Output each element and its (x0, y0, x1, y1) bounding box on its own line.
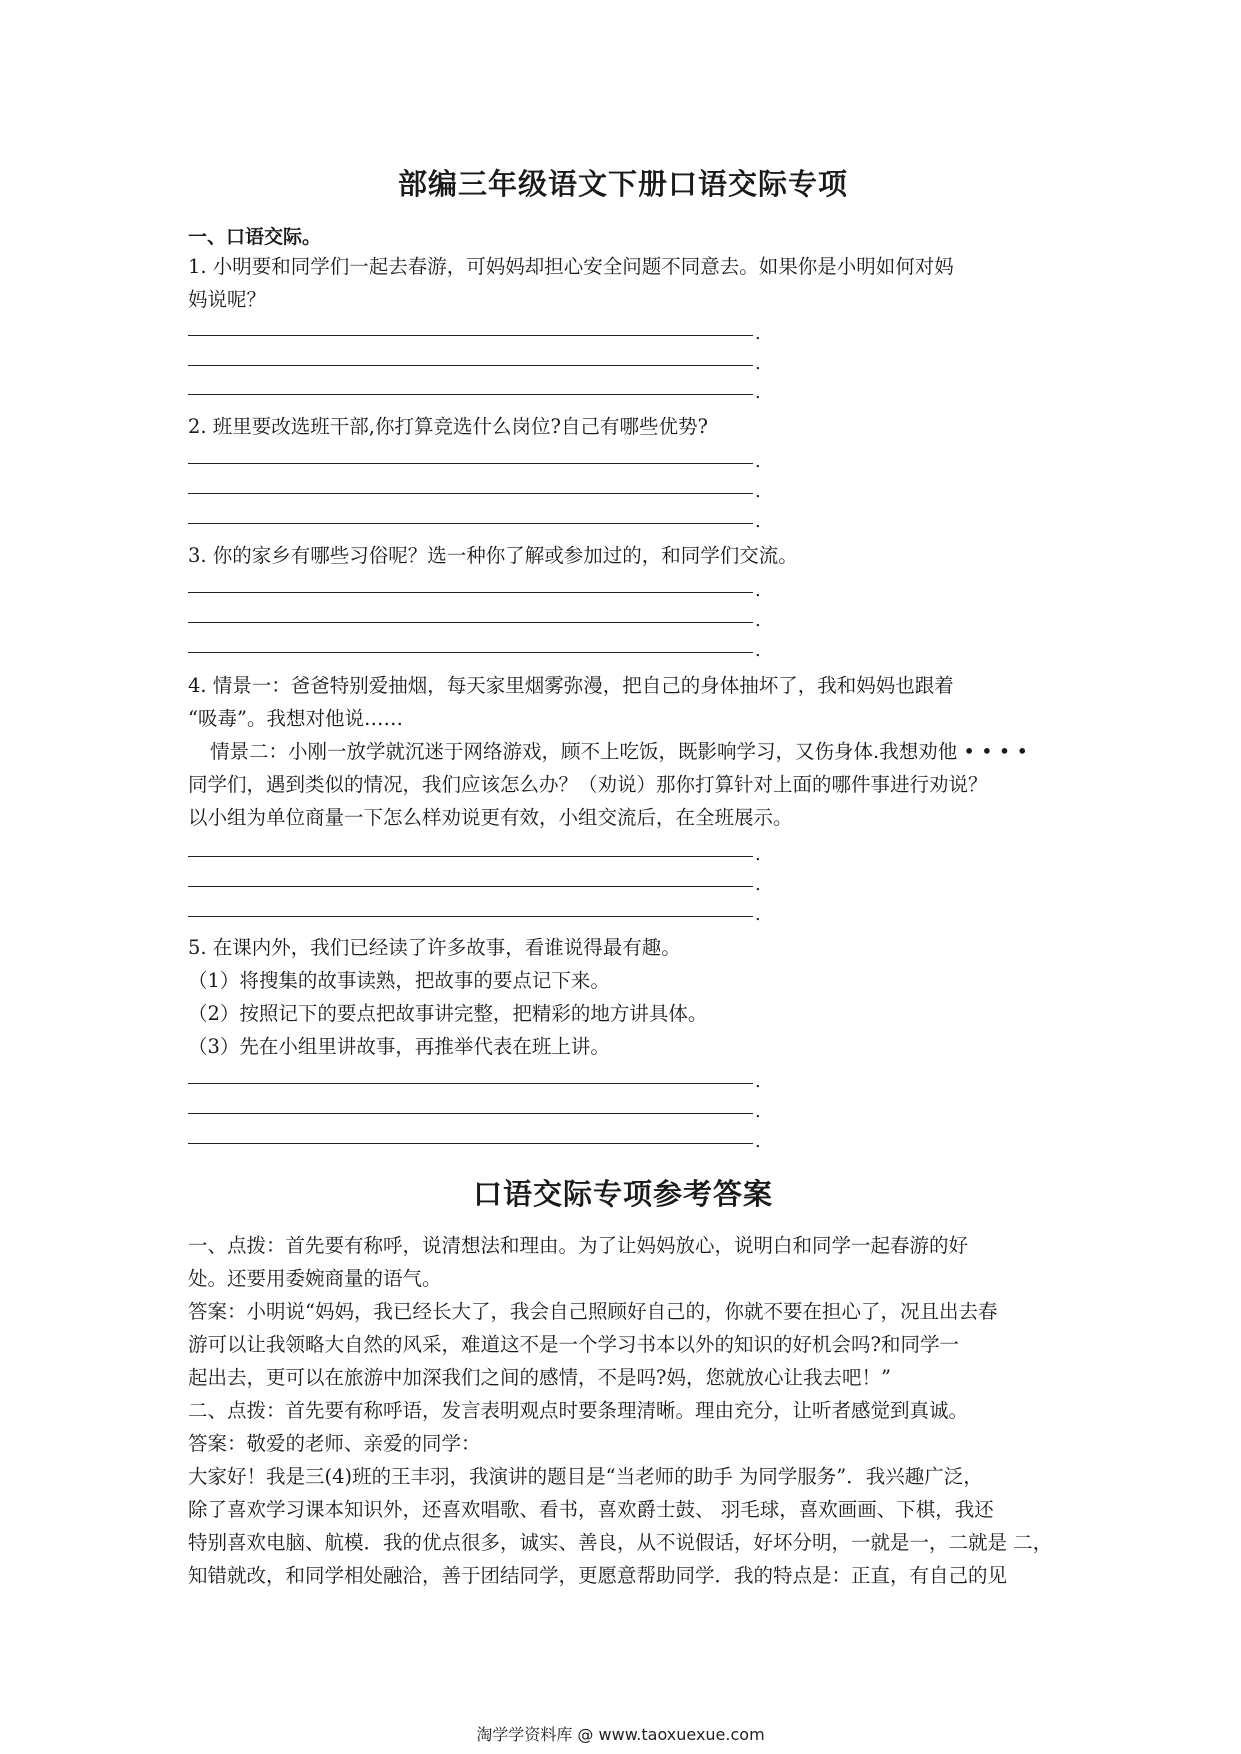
line-end-mark: . (755, 874, 761, 895)
line-end-mark: . (755, 382, 761, 403)
question-4-line-5: 以小组为单位商量一下怎么样劝说更有效，小组交流后，在全班展示。 (188, 806, 793, 829)
line-end-mark: . (755, 481, 761, 502)
question-5-line-3: （2）按照记下的要点把故事讲完整，把精彩的地方讲具体。 (188, 1002, 708, 1025)
answer-line[interactable] (188, 651, 753, 653)
answer-line[interactable] (188, 492, 753, 494)
answer-2-line-2: 答案：敬爱的老师、亲爱的同学： (188, 1432, 481, 1455)
answer-line[interactable] (188, 1082, 753, 1084)
section-heading: 一、口语交际。 (188, 226, 322, 248)
answer-1-line-4: 游可以让我领略大自然的风采，难道这不是一个学习书本以外的知识的好机会吗?和同学一 (188, 1333, 959, 1356)
answer-line[interactable] (188, 393, 753, 395)
answer-line[interactable] (188, 1142, 753, 1144)
footer-watermark: 淘学学资料库 @ www.taoxuexue.com (476, 1725, 765, 1744)
line-end-mark: . (755, 610, 761, 631)
answer-1-line-1: 一、点拨：首先要有称呼，说清想法和理由。为了让妈妈放心，说明白和同学一起春游的好 (188, 1234, 969, 1257)
line-end-mark: . (755, 1071, 761, 1092)
line-end-mark: . (755, 1131, 761, 1152)
question-5-line-1: 5. 在课内外，我们已经读了许多故事，看谁说得最有趣。 (188, 936, 681, 959)
answer-line[interactable] (188, 621, 753, 623)
answer-title: 口语交际专项参考答案 (472, 1177, 773, 1211)
line-end-mark: . (755, 580, 761, 601)
answer-1-line-2: 处。还要用委婉商量的语气。 (188, 1267, 442, 1290)
question-2: 2. 班里要改选班干部,你打算竞选什么岗位?自己有哪些优势? (188, 415, 708, 438)
question-4-line-4: 同学们，遇到类似的情况，我们应该怎么办？（劝说）那你打算针对上面的哪件事进行劝说？ (188, 773, 988, 796)
answer-2-line-5: 特别喜欢电脑、航模．我的优点很多，诚实、善良，从不说假话，好坏分明，一就是一，二就是 二， (188, 1531, 1053, 1554)
answer-line[interactable] (188, 591, 753, 593)
answer-line[interactable] (188, 855, 753, 857)
answer-2-line-3: 大家好！我是三(4)班的王丰羽，我演讲的题目是“当老师的助手 为同学服务”．我兴趣广泛， (188, 1465, 983, 1488)
line-end-mark: . (755, 323, 761, 344)
line-end-mark: . (755, 640, 761, 661)
line-end-mark: . (755, 353, 761, 374)
answer-1-line-3: 答案：小明说“妈妈，我已经长大了，我会自己照顾好自己的，你就不要在担心了，况且出去春 (188, 1300, 998, 1323)
answer-2-line-6: 知错就改，和同学相处融洽，善于团结同学，更愿意帮助同学．我的特点是：正直，有自己的见 (188, 1564, 1008, 1587)
question-4-line-1: 4. 情景一：爸爸特别爱抽烟，每天家里烟雾弥漫，把自己的身体抽坏了，我和妈妈也跟着 (188, 674, 954, 697)
answer-line[interactable] (188, 915, 753, 917)
answer-line[interactable] (188, 334, 753, 336)
line-end-mark: . (755, 451, 761, 472)
line-end-mark: . (755, 844, 761, 865)
question-1-line-1: 1. 小明要和同学们一起去春游，可妈妈却担心安全问题不同意去。如果你是小明如何对妈 (188, 255, 954, 278)
answer-2-line-1: 二、点拨：首先要有称呼语，发言表明观点时要条理清晰。理由充分，让听者感觉到真诚。 (188, 1399, 969, 1422)
answer-line[interactable] (188, 1112, 753, 1114)
answer-line[interactable] (188, 885, 753, 887)
answer-line[interactable] (188, 522, 753, 524)
question-1-line-2: 妈说呢？ (188, 288, 267, 311)
question-4-line-3: 情景二：小刚一放学就沉迷于网络游戏，顾不上吃饭，既影响学习，又伤身体.我想劝他 • • • • (210, 740, 1029, 763)
answer-2-line-4: 除了喜欢学习课本知识外，还喜欢唱歌、看书，喜欢爵士鼓、 羽毛球，喜欢画画、下棋，我还 (188, 1498, 994, 1521)
page-title: 部编三年级语文下册口语交际专项 (397, 167, 848, 201)
question-5-line-4: （3）先在小组里讲故事，再推举代表在班上讲。 (188, 1035, 610, 1058)
line-end-mark: . (755, 904, 761, 925)
line-end-mark: . (755, 511, 761, 532)
answer-line[interactable] (188, 462, 753, 464)
answer-line[interactable] (188, 364, 753, 366)
question-5-line-2: （1）将搜集的故事读熟，把故事的要点记下来。 (188, 969, 610, 992)
question-4-line-2: “吸毒”。我想对他说…… (188, 707, 403, 730)
line-end-mark: . (755, 1101, 761, 1122)
answer-1-line-5: 起出去，更可以在旅游中加深我们之间的感情，不是吗?妈，您就放心让我去吧！” (188, 1366, 891, 1389)
question-3: 3. 你的家乡有哪些习俗呢？选一种你了解或参加过的，和同学们交流。 (188, 544, 798, 567)
